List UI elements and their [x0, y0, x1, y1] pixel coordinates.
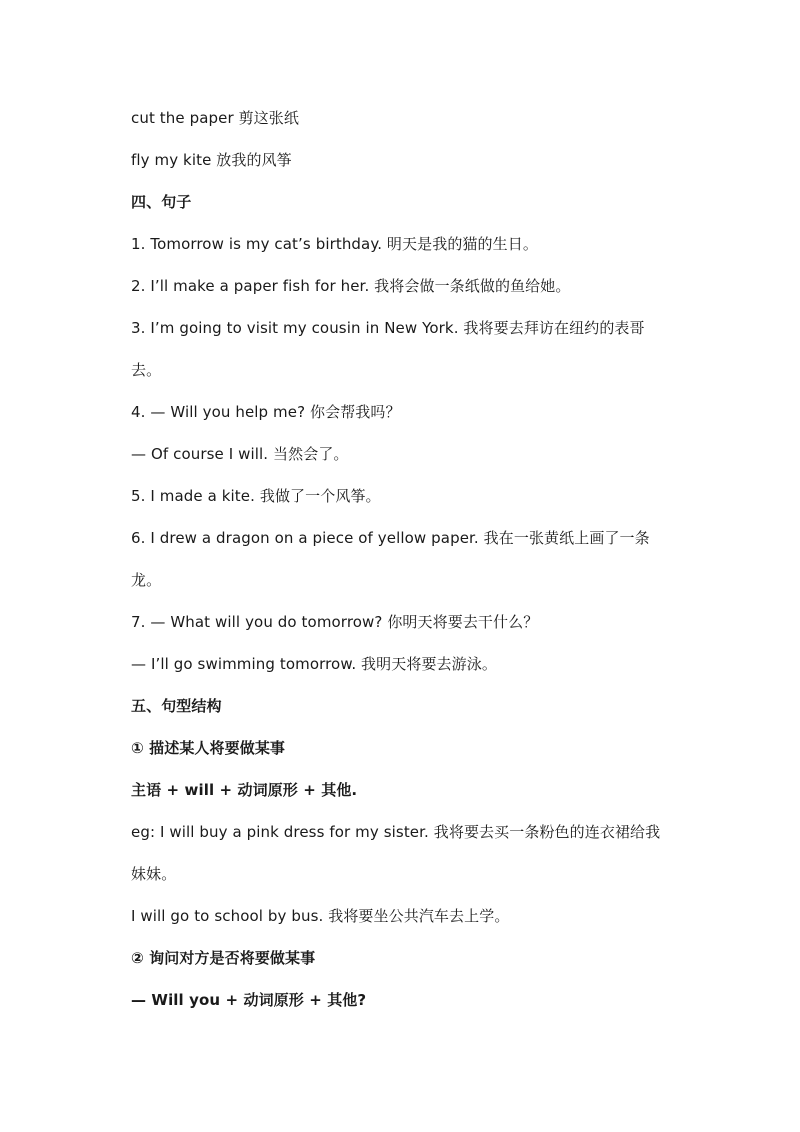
sentence-line: 4. — Will you help me? 你会帮我吗？: [131, 403, 401, 421]
structure-formula: 主语 + will + 动词原形 + 其他.: [131, 781, 358, 799]
sentence-line: 5. I made a kite. 我做了一个风筝。: [131, 487, 381, 505]
vocab-line: fly my kite 放我的风筝: [131, 151, 292, 169]
structure-formula: — Will you + 动词原形 + 其他?: [131, 991, 367, 1009]
example-line: I will go to school by bus. 我将要坐公共汽车去上学。: [131, 907, 510, 925]
subsection-heading: ② 询问对方是否将要做某事: [131, 949, 316, 967]
sentence-line: — I’ll go swimming tomorrow. 我明天将要去游泳。: [131, 655, 497, 673]
vocab-line: cut the paper 剪这张纸: [131, 109, 299, 127]
section-heading: 四、句子: [131, 193, 192, 211]
sentence-line: 3. I’m going to visit my cousin in New York. 我将要去拜访在纽约的表哥: [131, 319, 645, 337]
sentence-line: 7. — What will you do tomorrow? 你明天将要去干什么？: [131, 613, 539, 631]
subsection-heading: ① 描述某人将要做某事: [131, 739, 286, 757]
sentence-line: 龙。: [131, 571, 162, 589]
example-line: eg: I will buy a pink dress for my sister. 我将要去买一条粉色的连衣裙给我: [131, 823, 661, 841]
sentence-line: 1. Tomorrow is my cat’s birthday. 明天是我的猫的生日。: [131, 235, 538, 253]
sentence-line: 2. I’ll make a paper fish for her. 我将会做一条纸做的鱼给她。: [131, 277, 571, 295]
section-heading: 五、句型结构: [131, 697, 222, 715]
sentence-line: 去。: [131, 361, 162, 379]
sentence-line: — Of course I will. 当然会了。: [131, 445, 349, 463]
example-line: 妹妹。: [131, 865, 177, 883]
sentence-line: 6. I drew a dragon on a piece of yellow paper. 我在一张黄纸上画了一条: [131, 529, 650, 547]
